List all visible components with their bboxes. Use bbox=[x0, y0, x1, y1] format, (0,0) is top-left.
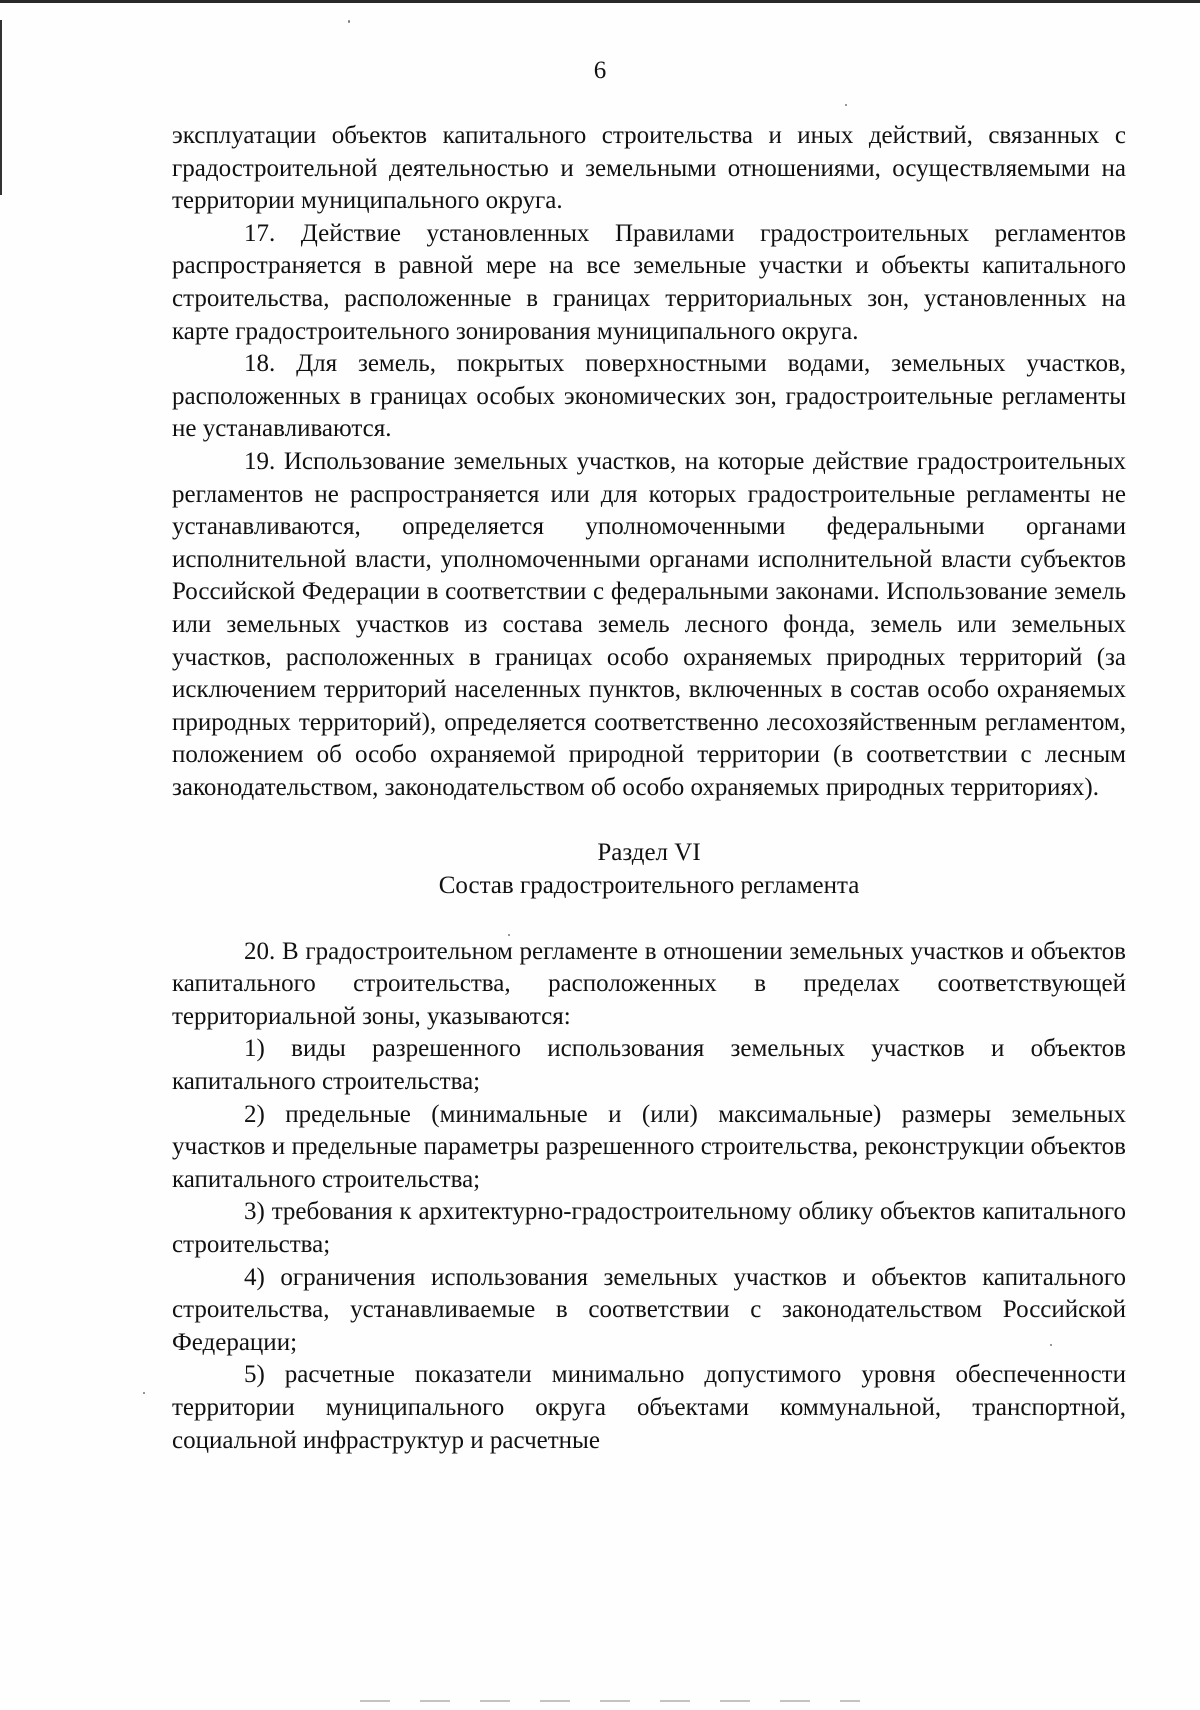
list-item-2: 2) предельные (минимальные и (или) максимальные) размеры земельных участков и предельные параметры разрешенного строительства, реконструкции объектов капитального строительства; bbox=[172, 1100, 1126, 1193]
list-item-3: 3) требования к архитектурно-градостроительному облику объектов капитального строительства; bbox=[172, 1198, 1126, 1258]
section-title: Состав градостроительного регламента bbox=[438, 872, 860, 900]
scan-border-top bbox=[0, 0, 1200, 3]
scan-speck bbox=[143, 1392, 145, 1394]
scan-speck bbox=[845, 104, 847, 106]
paragraph-continuation: эксплуатации объектов капитального строительства и иных действий, связанных с градостроительной деятельностью и земельными отношениями, осуществляемыми на территории муниципального округа. bbox=[172, 122, 1126, 215]
paragraph-18: 18. Для земель, покрытых поверхностными водами, земельных участков, расположенных в границах особых экономических зон, градостроительные регламенты не устанавливаются. bbox=[172, 350, 1126, 443]
paragraph-17: 17. Действие установленных Правилами градостроительных регламентов распространяется в равной мере на все земельные участки и объекты капитального строительства, расположенные в границах территориальных зон, установленных на карте градостроительного зонирования муниципального округа. bbox=[172, 219, 1126, 345]
paragraph-19: 19. Использование земельных участков, на которые действие градостроительных регламентов не распространяется или для которых градостроительные регламенты не устанавливаются, определяется уполномоченными федеральными органами исполнительной власти, уполномоченными органами исполнительной власти субъектов Российской Федерации в соответствии с федеральными законами. Использование земель или земельных участков из состава земель лесного фонда, земель или земельных участков, расположенных в границах особо охраняемых природных территорий (за исключением территорий населенных пунктов, включенных в состав особо охраняемых природных территорий), определяется соответственно лесохозяйственным регламентом, положением об особо охраняемой природной территории (в соответствии с лесным законодательством, законодательством об особо охраняемых природных территориях). bbox=[172, 447, 1126, 801]
list-item-1: 1) виды разрешенного использования земельных участков и объектов капитального строительства; bbox=[172, 1035, 1126, 1096]
scan-speck bbox=[348, 20, 350, 23]
page-number: 6 bbox=[593, 57, 607, 84]
list-item-4: 4) ограничения использования земельных участков и объектов капитального строительства, устанавливаемые в соответствии с законодательством Российской Федерации; bbox=[172, 1263, 1126, 1356]
list-item-5: 5) расчетные показатели минимально допустимого уровня обеспеченности территории муниципального округа объектами коммунальной, транспортной, социальной инфраструктур и расчетные bbox=[172, 1361, 1126, 1454]
section-number: Раздел VI bbox=[597, 839, 701, 867]
scan-border-bottom bbox=[360, 1700, 860, 1702]
paragraph-20: 20. В градостроительном регламенте в отношении земельных участков и объектов капитального строительства, расположенных в пределах соответствующей территориальной зоны, указываются: bbox=[172, 937, 1126, 1030]
scan-border-left bbox=[0, 20, 2, 195]
document-body bbox=[172, 120, 1126, 1457]
